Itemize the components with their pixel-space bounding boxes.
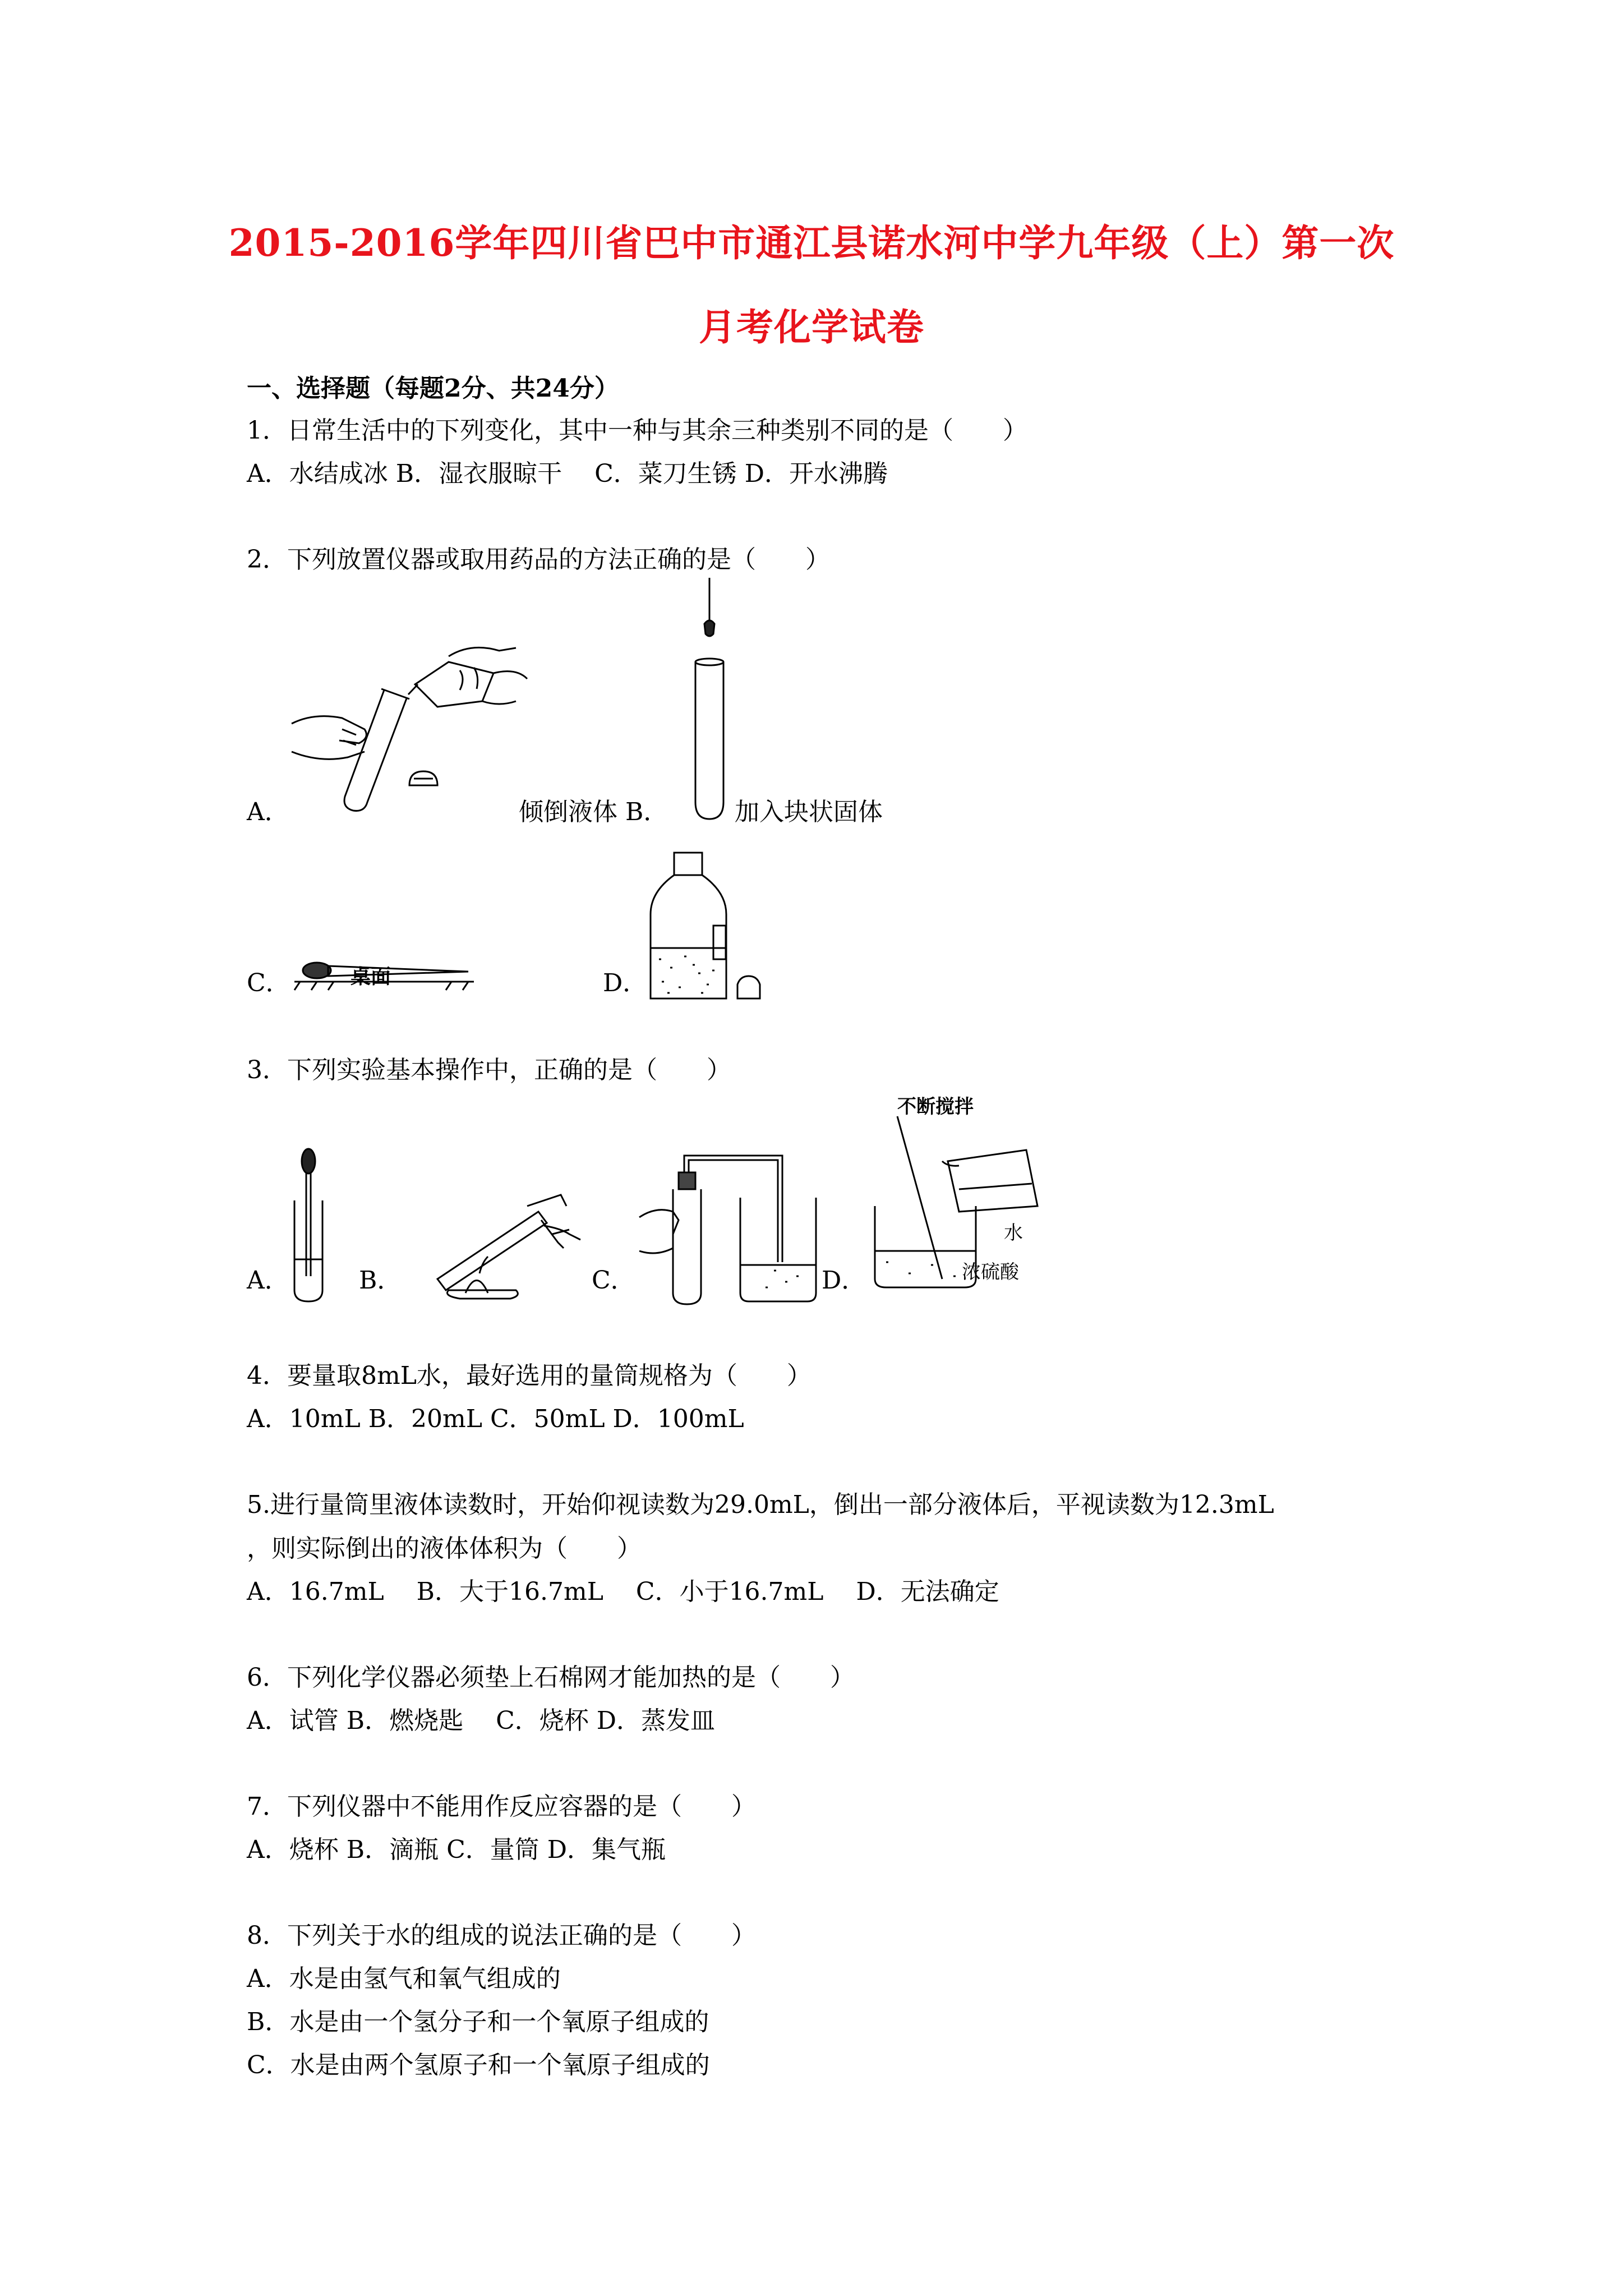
question-8-option-c: C．水是由两个氢原子和一个氧原子组成的 [247,2051,710,2079]
question-7-stem: 7．下列仪器中不能用作反应容器的是（ ） [247,1792,756,1821]
figure-pouring-liquid [280,645,538,830]
question-6-stem: 6．下列化学仪器必须垫上石棉网才能加热的是（ ） [247,1663,855,1692]
figure-stir-label: 不断搅拌 [897,1096,974,1118]
question-6-options: A．试管 B．燃烧匙 C．烧杯 D．蒸发皿 [247,1706,716,1735]
figure-dropper-in-tube [289,1147,328,1304]
question-1-stem: 1．日常生活中的下列变化，其中一种与其余三种类别不同的是（ ） [247,416,1027,445]
figure-gas-tightness-check [639,1144,830,1307]
question-2-stem: 2．下列放置仪器或取用药品的方法正确的是（ ） [247,545,830,574]
question-5-options: A．16.7mL B．大于16.7mL C．小于16.7mL D．无法确定 [247,1577,999,1606]
figure-water-label: 水 [1004,1222,1023,1244]
question-5-stem-line2: ，则实际倒出的液体体积为（ ） [247,1534,642,1563]
question-8-stem: 8．下列关于水的组成的说法正确的是（ ） [247,1921,756,1950]
figure-adding-block-solid [684,578,735,825]
question-3-option-a-label: A． [247,1266,289,1295]
figure-desk-label: 桌面 [351,965,391,988]
question-3-option-c-label: C． [592,1266,635,1295]
question-3-option-b-label: B． [359,1266,402,1295]
question-4-options: A．10mL B．20mL C．50mL D．100mL [247,1405,744,1433]
question-2-option-d-label: D． [603,969,648,997]
document-title-line2: 月考化学试卷 [699,305,924,349]
question-3-stem: 3．下列实验基本操作中，正确的是（ ） [247,1056,731,1084]
question-8-option-a: A．水是由氢气和氧气组成的 [247,1964,561,1993]
figure-acid-label: 浓硫酸 [962,1261,1019,1283]
question-2-option-a-label: A． [247,798,289,826]
question-5-stem-line1: 5.进行量筒里液体读数时，开始仰视读数为29.0mL，倒出一部分液体后，平视读数为12.3mL [247,1490,1274,1519]
question-3-option-d-label: D． [822,1266,866,1295]
question-2-option-b-caption: 加入块状固体 [735,798,883,826]
section-heading: 一、选择题（每题2分、共24分） [247,374,619,403]
question-4-stem: 4．要量取8mL水，最好选用的量筒规格为（ ） [247,1361,811,1390]
question-2-option-a-caption: 倾倒液体 B． [519,798,668,826]
question-8-option-b: B．水是由一个氢分子和一个氧原子组成的 [247,2008,709,2036]
question-7-options: A．烧杯 B．滴瓶 C．量筒 D．集气瓶 [247,1835,666,1864]
question-2-option-c-label: C． [247,969,291,997]
document-title-line1: 2015-2016学年四川省巴中市通江县诺水河中学九年级（上）第一次 [228,221,1395,265]
figure-reagent-bottle [645,853,763,1004]
figure-heating-test-tube [426,1195,583,1301]
question-1-options: A．水结成冰 B．湿衣服晾干 C．菜刀生锈 D．开水沸腾 [247,459,888,488]
